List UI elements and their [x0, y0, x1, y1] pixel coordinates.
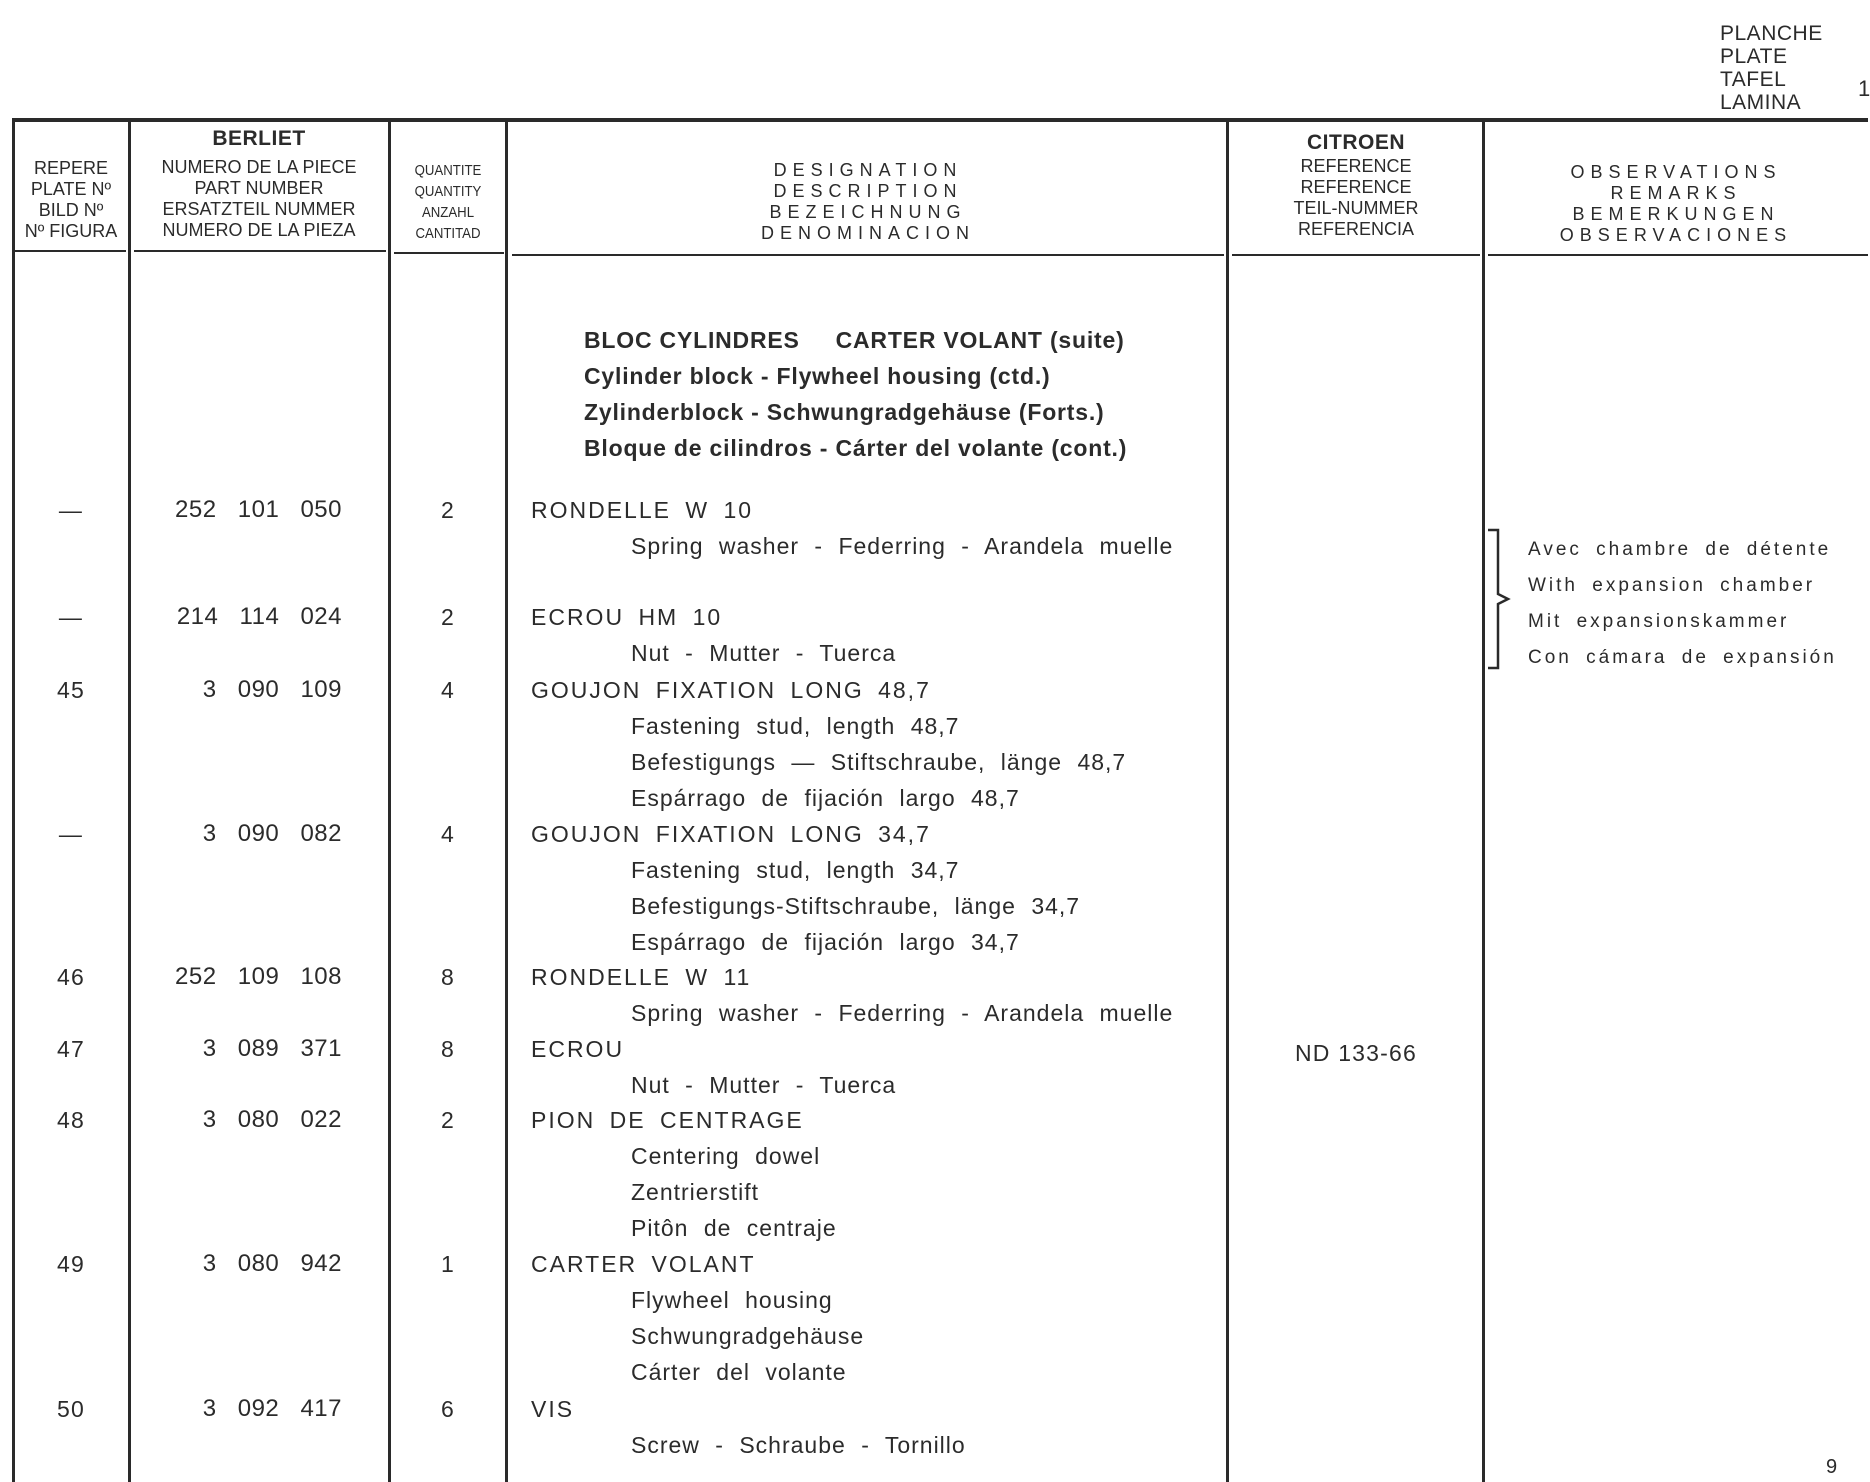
quantity: 4	[441, 677, 455, 703]
designation-name: VIS	[531, 1396, 575, 1422]
quantity: 8	[441, 1036, 455, 1062]
designation-translation: Fastening stud, length 48,7	[631, 713, 960, 739]
plate-label: LAMINA	[1720, 91, 1802, 114]
section-title-es: Bloque de cilindros - Cárter del volante (cont.)	[584, 435, 1128, 461]
part-number: 3 090 082	[202, 820, 342, 847]
header-underline-observations	[1488, 254, 1868, 256]
header-berliet: BERLIET NUMERO DE LA PIECE PART NUMBER ERSATZTEIL NUMMER NUMERO DE LA PIEZA	[130, 128, 388, 241]
part-number: 3 089 371	[202, 1035, 342, 1062]
column-divider	[388, 122, 391, 1482]
designation-translation: Espárrago de fijación largo 34,7	[631, 929, 1020, 955]
designation-translation: Centering dowel	[631, 1143, 821, 1169]
table-top-rule	[12, 118, 1868, 122]
plate-number: 1	[1858, 76, 1870, 101]
part-number: 3 090 109	[202, 676, 342, 703]
plate-label: TAFEL	[1720, 68, 1787, 91]
designation-translation: Nut - Mutter - Tuerca	[631, 1072, 897, 1098]
designation-translation: Schwungradgehäuse	[631, 1323, 865, 1349]
brace-icon	[1486, 528, 1516, 670]
designation-translation: Fastening stud, length 34,7	[631, 857, 960, 883]
header-citroen: CITROEN REFERENCE REFERENCE TEIL-NUMMER REFERENCIA	[1228, 132, 1484, 240]
remark-line: Mit expansionskammer	[1528, 611, 1790, 632]
column-divider	[505, 122, 508, 1482]
part-number: 214 114 024	[176, 603, 342, 630]
quantity: 2	[441, 1107, 455, 1133]
column-divider	[1226, 122, 1229, 1482]
header-underline-berliet	[134, 250, 386, 252]
designation-translation: Cárter del volante	[631, 1359, 847, 1385]
quantity: 6	[441, 1396, 455, 1422]
designation-name: CARTER VOLANT	[531, 1251, 756, 1277]
plate-label: PLATE	[1720, 45, 1788, 68]
designation-translation: Befestigungs-Stiftschraube, länge 34,7	[631, 893, 1081, 919]
column-divider	[1482, 122, 1485, 1482]
repere-number: 46	[57, 964, 85, 990]
designation-name: GOUJON FIXATION LONG 48,7	[531, 677, 931, 703]
designation-name: ECROU HM 10	[531, 604, 723, 630]
remark-line: Con cámara de expansión	[1528, 647, 1837, 668]
header-underline-repere	[14, 250, 126, 252]
repere-number: —	[58, 604, 84, 630]
header-designation: DESIGNATION DESCRIPTION BEZEICHNUNG DENOMINACION	[760, 160, 975, 243]
designation-name: ECROU	[531, 1036, 625, 1062]
designation-translation: Spring washer - Federring - Arandela muelle	[631, 533, 1174, 559]
part-number: 252 101 050	[175, 496, 342, 523]
header-underline-qty	[394, 252, 504, 254]
header-observations: OBSERVATIONS REMARKS BEMERKUNGEN OBSERVACIONES	[1559, 162, 1793, 245]
designation-translation: Espárrago de fijación largo 48,7	[631, 785, 1020, 811]
citroen-reference: ND 133-66	[1294, 1040, 1418, 1066]
part-number: 3 080 022	[202, 1106, 342, 1133]
designation-translation: Nut - Mutter - Tuerca	[631, 640, 897, 666]
remark-line: With expansion chamber	[1528, 575, 1816, 596]
designation-name: RONDELLE W 10	[531, 497, 754, 523]
repere-number: 49	[57, 1251, 85, 1277]
header-quantity: QUANTITE QUANTITY ANZAHL CANTITAD	[414, 162, 482, 242]
designation-name: RONDELLE W 11	[531, 964, 752, 990]
part-number: 252 109 108	[175, 963, 342, 990]
berliet-brand: BERLIET	[212, 127, 306, 150]
header-underline-designation	[512, 254, 1224, 256]
header-repere: REPERE PLATE Nº BILD Nº Nº FIGURA	[24, 158, 118, 241]
designation-translation: Screw - Schraube - Tornillo	[631, 1432, 966, 1458]
repere-number: 50	[57, 1396, 85, 1422]
repere-number: 45	[57, 677, 85, 703]
designation-name: GOUJON FIXATION LONG 34,7	[531, 821, 931, 847]
header-underline-citroen	[1232, 254, 1480, 256]
plate-label-block	[1720, 22, 1823, 114]
designation-translation: Befestigungs — Stiftschraube, länge 48,7	[631, 749, 1127, 775]
repere-number: —	[58, 821, 84, 847]
designation-translation: Flywheel housing	[631, 1287, 833, 1313]
section-title-fr: BLOC CYLINDRES CARTER VOLANT (suite)	[584, 327, 1125, 353]
quantity: 4	[441, 821, 455, 847]
quantity: 8	[441, 964, 455, 990]
designation-translation: Pitôn de centraje	[631, 1215, 837, 1241]
section-title-en: Cylinder block - Flywheel housing (ctd.)	[584, 363, 1051, 389]
remark-line: Avec chambre de détente	[1528, 539, 1832, 560]
section-title	[584, 322, 1127, 466]
plate-label: PLANCHE	[1720, 22, 1823, 45]
quantity: 1	[441, 1251, 455, 1277]
repere-number: 47	[57, 1036, 85, 1062]
column-divider	[128, 122, 131, 1482]
quantity: 2	[441, 604, 455, 630]
designation-translation: Zentrierstift	[631, 1179, 760, 1205]
citroen-brand: CITROEN	[1307, 131, 1405, 154]
part-number: 3 092 417	[202, 1395, 342, 1422]
designation-name: PION DE CENTRAGE	[531, 1107, 804, 1133]
repere-number: —	[58, 497, 84, 523]
part-number: 3 080 942	[202, 1250, 342, 1277]
page-number: 9	[1826, 1456, 1838, 1478]
repere-number: 48	[57, 1107, 85, 1133]
quantity: 2	[441, 497, 455, 523]
section-title-de: Zylinderblock - Schwungradgehäuse (Forts.)	[584, 399, 1105, 425]
designation-translation: Spring washer - Federring - Arandela muelle	[631, 1000, 1174, 1026]
